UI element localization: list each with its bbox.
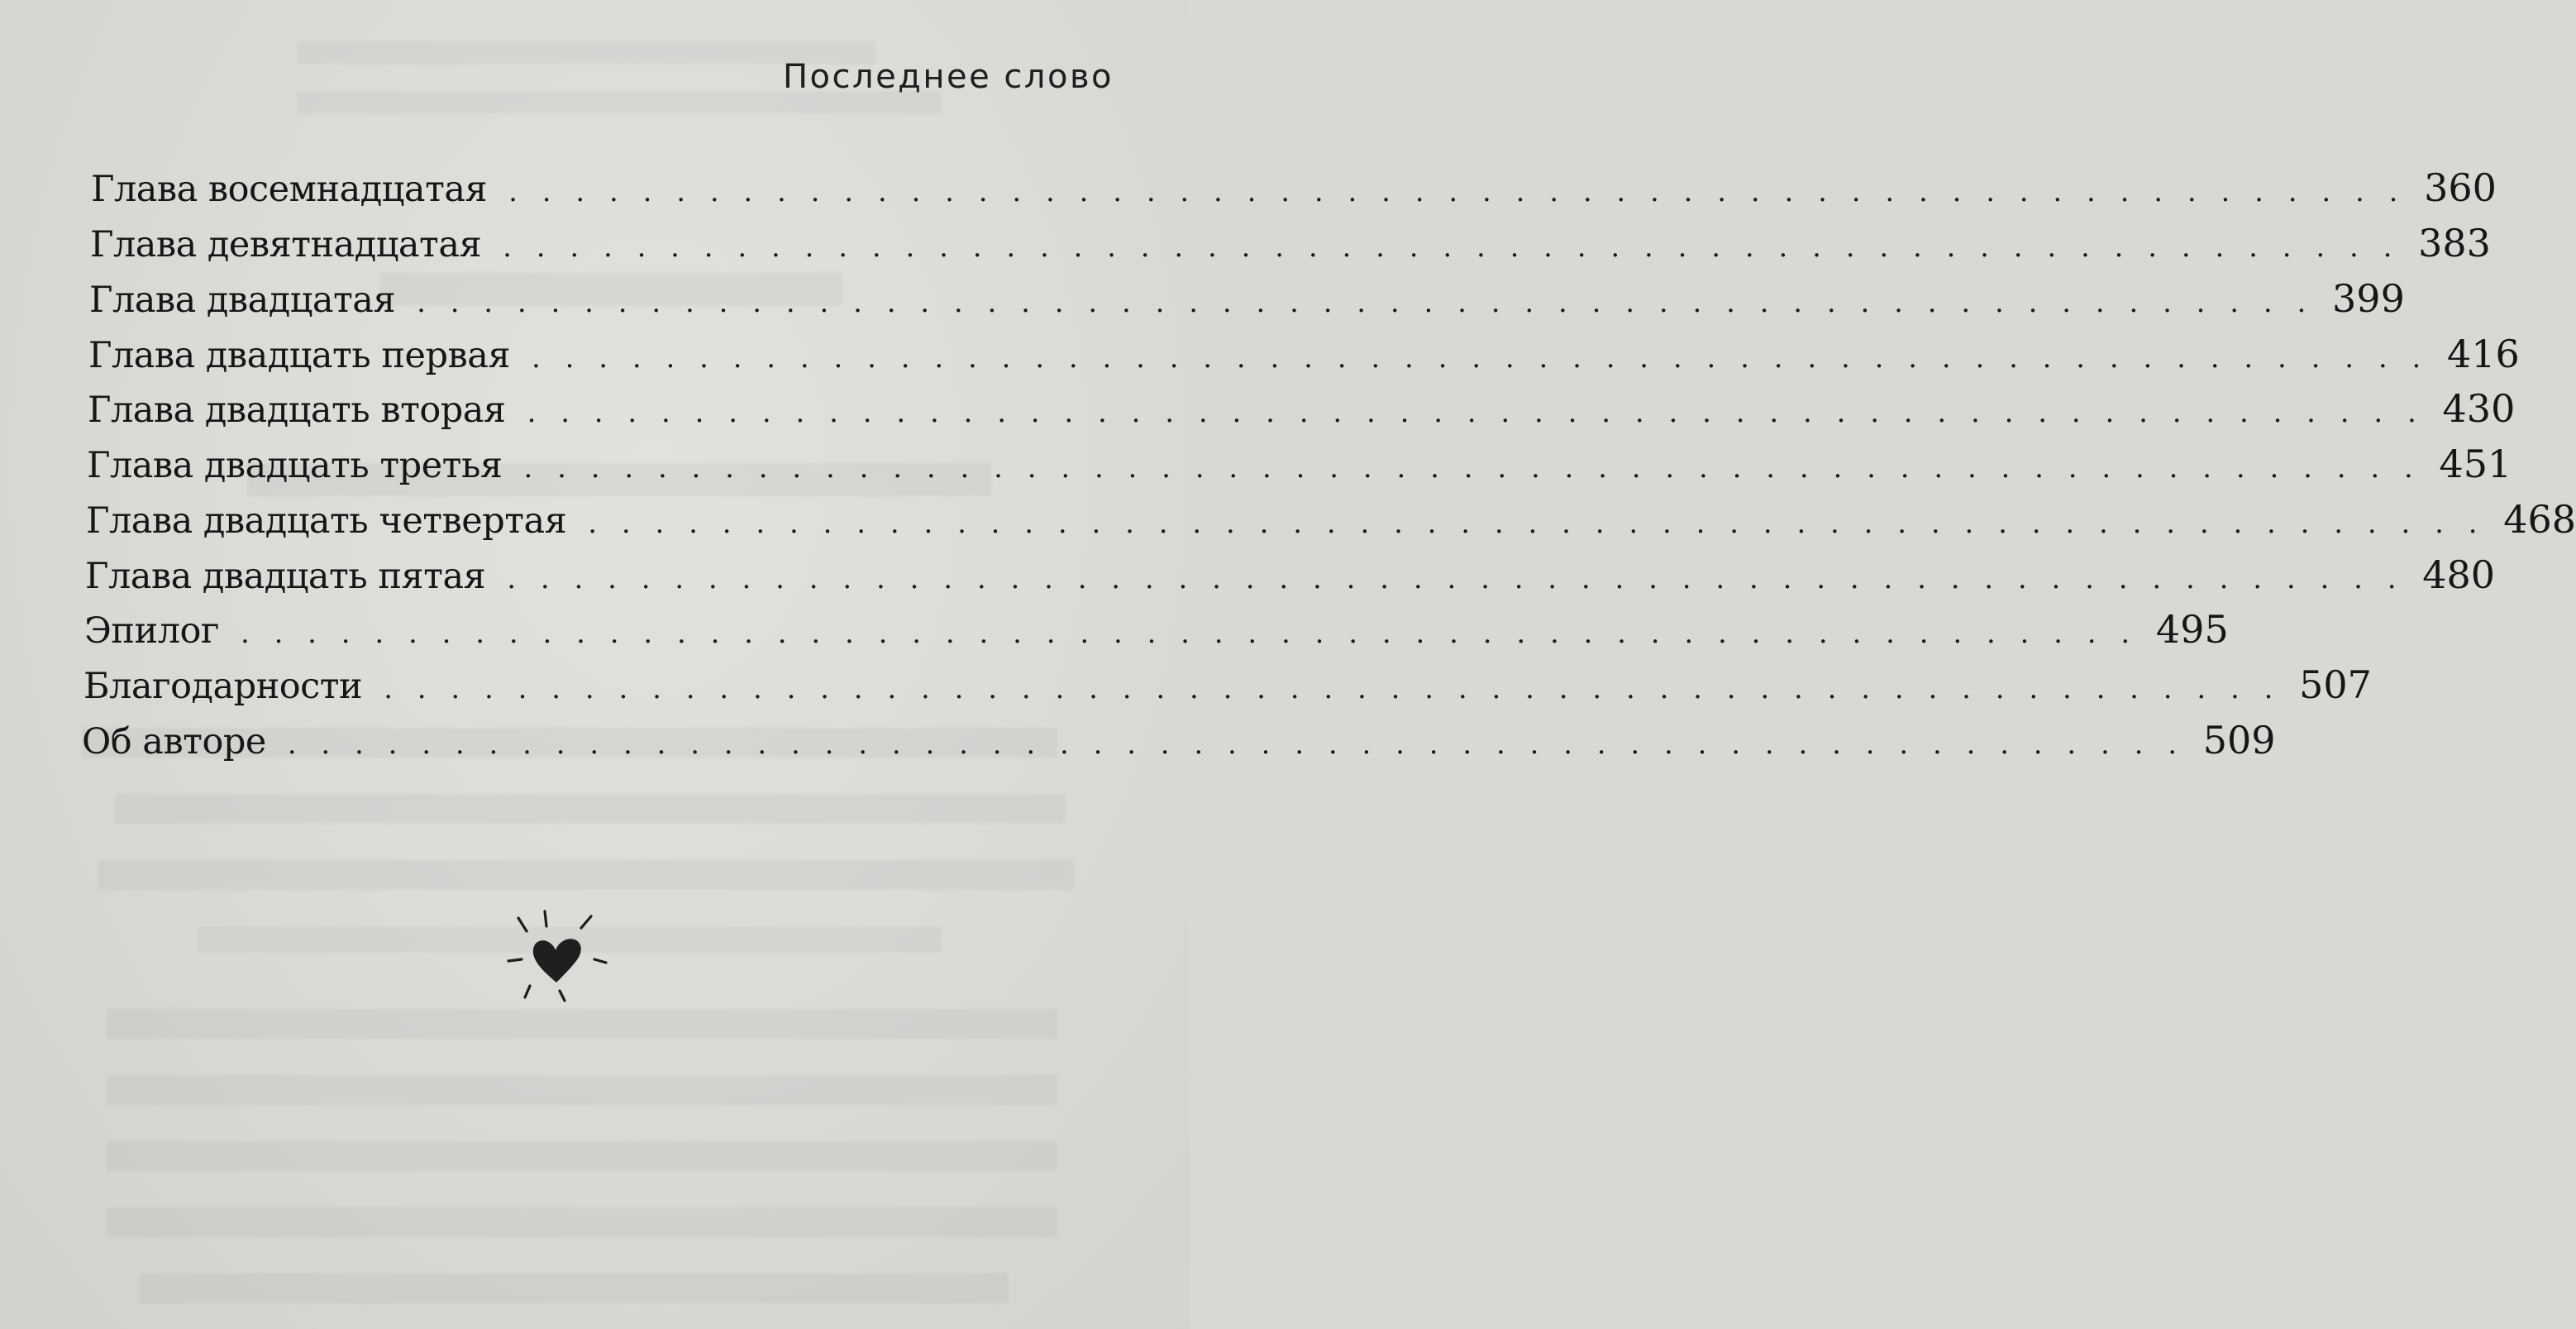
toc-entry-page: 451 <box>2439 442 2512 486</box>
toc-dot-leader: . . . . . . . . . . . . . . . . . . . . . . . . . . . . . . . . . . . . . . . . . . . . . . . . . . . . . . . . . <box>384 672 2281 705</box>
toc-entry-title: Глава восемнадцатая <box>91 169 488 210</box>
toc-entry-page: 383 <box>2418 221 2491 265</box>
toc-entry[interactable] <box>89 268 2405 321</box>
toc-dot-leader: . . . . . . . . . . . . . . . . . . . . . . . . . . . . . . . . . . . . . . . . . . . . . . . . . . . . . . . . . <box>507 562 2404 595</box>
toc-entry[interactable] <box>86 489 2576 542</box>
toc-entry-page: 509 <box>2202 718 2276 763</box>
toc-entry[interactable] <box>87 433 2512 486</box>
toc-entry-title: Об авторе <box>82 721 266 763</box>
toc-entry-page: 468 <box>2503 497 2576 542</box>
toc-dot-leader: . . . . . . . . . . . . . . . . . . . . . . . . . . . . . . . . . . . . . . . . . . . . . . . . . . . . . . . . . <box>527 396 2425 429</box>
toc-dot-leader: . . . . . . . . . . . . . . . . . . . . . . . . . . . . . . . . . . . . . . . . . . . . . . . . . . . . . . . . . <box>240 617 2138 650</box>
toc-entry[interactable] <box>88 323 2520 376</box>
toc-dot-leader: . . . . . . . . . . . . . . . . . . . . . . . . . . . . . . . . . . . . . . . . . . . . . . . . . . . . . . . . . <box>417 286 2314 319</box>
toc-entry[interactable] <box>83 654 2372 707</box>
heart-with-rays-icon <box>508 910 616 1017</box>
toc-dot-leader: . . . . . . . . . . . . . . . . . . . . . . . . . . . . . . . . . . . . . . . . . . . . . . . . . . . . . . . . . <box>532 342 2429 375</box>
toc-entry-title: Эпилог <box>84 610 219 652</box>
toc-entry-page: 399 <box>2332 276 2405 321</box>
toc-entry-title: Глава двадцать вторая <box>88 390 506 431</box>
toc-entry-page: 360 <box>2424 165 2497 210</box>
toc-entry-title: Глава двадцать третья <box>87 445 503 486</box>
toc-entry-title: Глава девятнадцатая <box>90 224 482 265</box>
toc-entry-page: 495 <box>2155 607 2229 652</box>
toc-entry[interactable] <box>85 544 2495 597</box>
toc-entry-page: 430 <box>2442 386 2516 431</box>
toc-entry-page: 507 <box>2299 662 2372 707</box>
toc-dot-leader: . . . . . . . . . . . . . . . . . . . . . . . . . . . . . . . . . . . . . . . . . . . . . . . . . . . . . . . . . <box>523 452 2421 485</box>
toc-entry-page: 480 <box>2422 552 2495 597</box>
toc-entry[interactable] <box>91 157 2497 210</box>
toc-dot-leader: . . . . . . . . . . . . . . . . . . . . . . . . . . . . . . . . . . . . . . . . . . . . . . . . . . . . . . . . . <box>287 728 2185 761</box>
toc-entry-page: 416 <box>2446 332 2520 376</box>
toc-entry-title: Благодарности <box>83 666 363 707</box>
toc-dot-leader: . . . . . . . . . . . . . . . . . . . . . . . . . . . . . . . . . . . . . . . . . . . . . . . . . . . . . . . . . <box>508 175 2406 208</box>
toc-dot-leader: . . . . . . . . . . . . . . . . . . . . . . . . . . . . . . . . . . . . . . . . . . . . . . . . . . . . . . . . . <box>503 231 2400 264</box>
toc-entry-title: Глава двадцать пятая <box>85 556 486 597</box>
toc-dot-leader: . . . . . . . . . . . . . . . . . . . . . . . . . . . . . . . . . . . . . . . . . . . . . . . . . . . . . . . . . <box>588 507 2486 540</box>
toc-entry-title: Глава двадцать четвертая <box>86 500 567 542</box>
toc-entry-title: Глава двадцатая <box>89 280 396 321</box>
toc-entry[interactable] <box>84 599 2229 652</box>
toc-entry[interactable] <box>88 378 2516 431</box>
toc-entry-title: Глава двадцать первая <box>88 335 510 376</box>
toc-entry[interactable] <box>82 710 2276 763</box>
toc-entry[interactable] <box>90 213 2491 265</box>
running-head: Последнее слово <box>782 58 1114 96</box>
